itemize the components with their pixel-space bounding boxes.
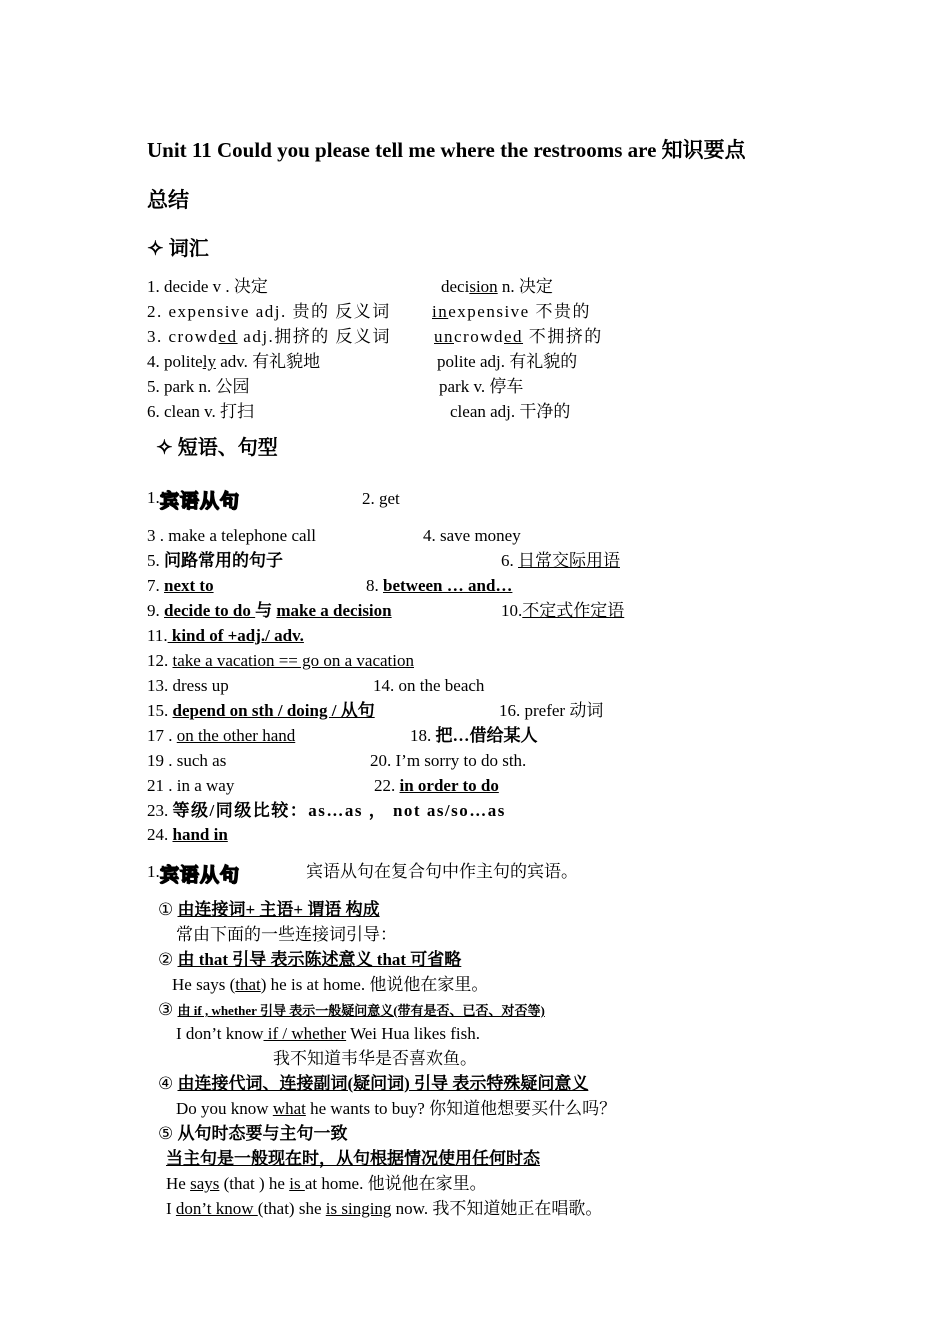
vocab-suffix: ed	[503, 327, 524, 346]
vocab-text: deci	[441, 277, 470, 296]
phrase-5	[147, 550, 283, 572]
circled-number: ②	[158, 950, 178, 969]
phrase-number: 15.	[147, 701, 173, 720]
phrase-17	[147, 725, 295, 747]
vocab-suffix: ed	[218, 327, 238, 346]
phrase-number: 11.	[147, 626, 168, 645]
phrase-text: on the other hand	[176, 726, 296, 745]
example-text: He says (	[172, 975, 236, 994]
phrase-text: hand in	[172, 825, 228, 844]
phrase-text: take a vacation == go on a vacation	[172, 651, 414, 670]
vocab-text: 6. clean v. 打扫	[147, 402, 255, 421]
example-text: is	[289, 1174, 305, 1193]
phrase-21: 21 . in a way	[147, 776, 235, 795]
circled-number: ⑤	[158, 1124, 178, 1143]
vocab-row-3-right	[434, 326, 603, 348]
wordart-object-clause: 宾语从句	[159, 490, 240, 512]
phrase-15	[147, 700, 375, 722]
rule-text: 由连接代词、连接副词(疑问词) 引导 表示特殊疑问意义	[177, 1074, 589, 1093]
vocab-row-1-right	[441, 276, 553, 298]
circled-number: ①	[158, 900, 178, 919]
circled-number: ④	[158, 1074, 178, 1093]
example-text: don’t know	[175, 1199, 258, 1218]
phrase-text: 不定式作定语	[522, 601, 625, 620]
vocab-row-4-left	[147, 351, 320, 373]
phrase-1	[147, 487, 240, 512]
rule-text: 由连接词+ 主语+ 谓语 构成	[177, 900, 380, 919]
example-text: what	[272, 1099, 306, 1118]
phrase-4: 4. save money	[423, 526, 521, 545]
vocab-row-3-left	[147, 326, 391, 348]
phrase-text: 与	[255, 601, 277, 620]
document-title-continued: 总结	[147, 188, 189, 212]
vocab-text: adv. 有礼貌地	[215, 352, 321, 371]
vocab-row-4-right	[437, 351, 577, 373]
phrase-number: 6.	[501, 551, 518, 570]
vocab-text: 3. crowd	[147, 327, 219, 346]
phrase-8	[366, 575, 512, 597]
phrase-13: 13. dress up	[147, 676, 229, 695]
vocab-text: clean adj. 干净的	[450, 402, 571, 421]
vocab-row-2-right	[432, 301, 591, 323]
example-text: He	[166, 1174, 191, 1193]
example-text: I	[166, 1199, 176, 1218]
phrase-7	[147, 575, 214, 597]
vocab-row-5-left	[147, 376, 249, 398]
phrase-number: 5.	[147, 551, 164, 570]
phrase-number: 12.	[147, 651, 173, 670]
phrase-text: 日常交际用语	[518, 551, 620, 570]
phrase-text: make a decision	[276, 601, 392, 620]
vocab-text: 1. decide v . 决定	[147, 277, 268, 296]
vocab-row-1-left	[147, 276, 268, 298]
phrase-number: 1.	[147, 488, 160, 507]
vocab-prefix: in	[432, 302, 449, 321]
phrase-text: in order to do	[399, 776, 499, 795]
wordart-object-clause: 宾语从句	[159, 864, 240, 886]
example-text: (that ) he	[219, 1174, 290, 1193]
phrase-number: 17 .	[147, 726, 177, 745]
clause-heading	[147, 861, 240, 886]
phrase-number: 8.	[366, 576, 383, 595]
phrase-number: 10.	[501, 601, 523, 620]
circled-number: ③	[158, 1000, 178, 1019]
phrases-heading: ✧ 短语、句型	[156, 437, 278, 459]
phrase-9	[147, 600, 392, 622]
phrase-6	[501, 550, 620, 572]
example-text: I don’t know	[176, 1024, 264, 1043]
document-title: Unit 11 Could you please tell me where the restrooms are 知识要点	[147, 138, 746, 162]
phrase-11	[147, 625, 304, 647]
example-text: he wants to buy? 你知道他想要买什么吗？	[305, 1099, 617, 1118]
phrase-number: 22.	[374, 776, 400, 795]
clause-rule-1-note: 常由下面的一些连接词引导：	[176, 925, 397, 944]
vocab-text: crowd	[454, 327, 504, 346]
phrase-18	[410, 725, 538, 747]
example-text: if / whether	[263, 1024, 347, 1043]
example-text: Do you know	[176, 1099, 273, 1118]
phrase-text: kind of +adj./ adv.	[167, 626, 304, 645]
phrase-3: 3 . make a telephone call	[147, 526, 316, 545]
vocab-text: n. 决定	[497, 277, 553, 296]
example-text: says	[190, 1174, 220, 1193]
phrase-number: 18.	[410, 726, 436, 745]
vocab-text: expensive 不贵的	[448, 302, 591, 321]
phrase-text: 等级/同级比较：as…as ， not as/so…as	[172, 801, 506, 820]
example-text: at home. 他说他在家里。	[304, 1174, 487, 1193]
rule-text: 由 that 引导 表示陈述意义 that 可省略	[177, 950, 462, 969]
clause-example-5b	[166, 1198, 602, 1220]
vocab-row-5-right	[439, 376, 523, 398]
phrase-text: 把…借给某人	[435, 726, 538, 745]
phrase-22	[374, 775, 499, 797]
vocab-text: 2. expensive adj. 贵的 反义词	[147, 302, 391, 321]
clause-rule-2	[158, 949, 461, 971]
phrase-number: 7.	[147, 576, 164, 595]
vocab-prefix: un	[434, 327, 454, 346]
phrase-10	[501, 600, 624, 622]
phrase-20: 20. I’m sorry to do sth.	[370, 751, 527, 770]
clause-example-5a	[166, 1173, 487, 1195]
vocab-text: 5. park n. 公园	[147, 377, 250, 396]
clause-rule-5-note	[166, 1148, 540, 1170]
phrase-text: next to	[164, 576, 214, 595]
phrase-text: decide to do	[164, 601, 256, 620]
vocab-text: polite adj. 有礼貌的	[437, 352, 578, 371]
phrase-text: 问路常用的句子	[164, 551, 283, 570]
clause-rule-4	[158, 1073, 588, 1095]
vocab-row-6-right	[450, 401, 570, 423]
phrase-12	[147, 650, 414, 672]
phrase-number: 24.	[147, 825, 173, 844]
vocab-text: 不拥挤的	[523, 327, 603, 346]
clause-intro: 宾语从句在复合句中作主句的宾语。	[306, 862, 578, 881]
vocab-heading: ✧ 词汇	[147, 238, 209, 260]
phrase-23	[147, 800, 506, 822]
phrase-2: 2. get	[362, 489, 400, 508]
vocab-text: 4. polite	[147, 352, 203, 371]
rule-text: 从句时态要与主句一致	[177, 1124, 348, 1143]
vocab-suffix: ly	[202, 352, 216, 371]
example-text: Wei Hua likes fish.	[346, 1024, 480, 1043]
vocab-text: park v. 停车	[439, 377, 524, 396]
example-text: that	[235, 975, 261, 994]
phrase-24	[147, 824, 228, 846]
clause-number: 1.	[147, 862, 160, 881]
example-text: ) he is at home. 他说他在家里。	[260, 975, 489, 994]
rule-text: 由 if , whether 引导 表示一般疑问意义(带有是否、已否、对否等)	[177, 1003, 545, 1018]
phrase-19: 19 . such as	[147, 751, 227, 770]
phrase-number: 9.	[147, 601, 164, 620]
phrase-14: 14. on the beach	[373, 676, 485, 695]
clause-rule-1	[158, 899, 380, 921]
example-text: (that) she	[257, 1199, 326, 1218]
clause-rule-5	[158, 1123, 348, 1145]
vocab-suffix: sion	[469, 277, 498, 296]
phrase-text: depend on sth / doing / 从句	[172, 701, 375, 720]
rule-text: 当主句是一般现在时，从句根据情况使用任何时态	[166, 1149, 540, 1168]
phrase-number: 23.	[147, 801, 173, 820]
vocab-row-6-left	[147, 401, 254, 423]
clause-example-3-translation: 我不知道韦华是否喜欢鱼。	[273, 1049, 477, 1068]
example-text: is singing	[325, 1199, 392, 1218]
clause-example-4	[176, 1098, 616, 1120]
vocab-text: adj.拥挤的 反义词	[237, 327, 392, 346]
clause-example-3	[176, 1023, 480, 1045]
example-text: now. 我不知道她正在唱歌。	[391, 1199, 603, 1218]
phrase-16: 16. prefer 动词	[499, 701, 604, 720]
clause-rule-3	[158, 999, 545, 1022]
phrase-text: between … and…	[383, 576, 513, 595]
vocab-row-2-left	[147, 301, 391, 323]
clause-example-2	[172, 974, 488, 996]
